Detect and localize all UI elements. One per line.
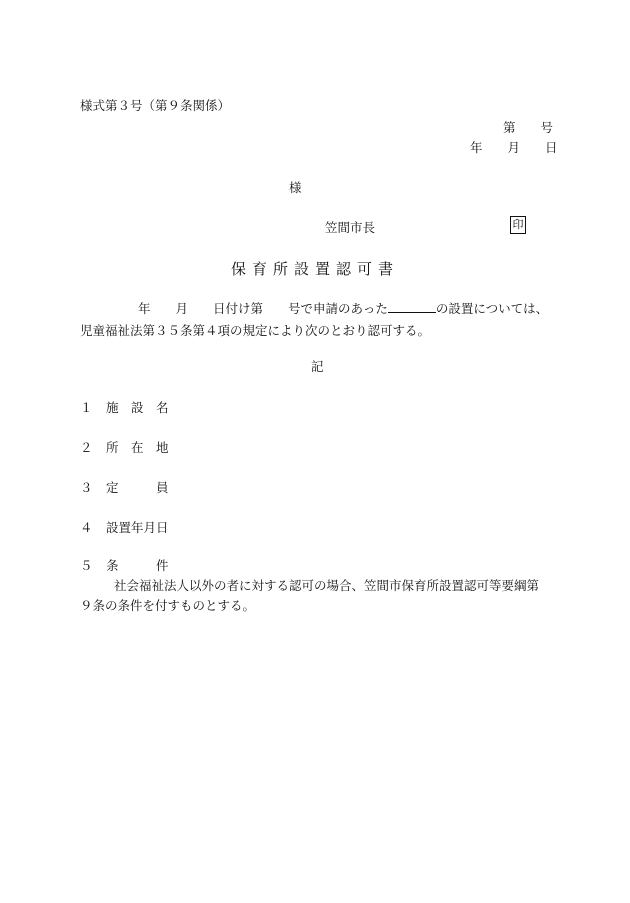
- seal-mark: 印: [510, 216, 526, 234]
- item-number: ４: [80, 520, 93, 535]
- item-label: 所 在 地: [105, 440, 169, 455]
- list-item: [80, 478, 169, 496]
- body-part-1: 年 月 日付け第 号で申請のあった: [138, 301, 388, 316]
- document-title: 保育所設置認可書: [230, 260, 399, 278]
- list-item: [80, 438, 169, 456]
- body-part-2: の設置については、児童福祉法第３５条第４項の規定により次のとおり認可する。: [80, 301, 549, 338]
- ki-heading: 記: [311, 359, 324, 374]
- item-label: 施 設 名: [105, 400, 169, 415]
- item-number: １: [80, 400, 93, 415]
- addressee: 様: [289, 180, 302, 195]
- item-label: 条 件: [105, 558, 169, 573]
- condition-text: 社会福祉法人以外の者に対する認可の場合、笠間市保育所設置認可等要綱第９条の条件を付すものとする。: [80, 578, 540, 613]
- item-number: ２: [80, 440, 93, 455]
- form-number: 様式第３号（第９条関係）: [80, 98, 231, 113]
- document-date: 年 月 日: [470, 140, 558, 155]
- body-paragraph: [80, 298, 550, 342]
- item-label: 定 員: [105, 480, 169, 495]
- list-item: [80, 398, 169, 416]
- item-number: ５: [80, 558, 93, 573]
- item-number: ３: [80, 480, 93, 495]
- blank-underline: [388, 302, 436, 313]
- issuer: 笠間市長: [325, 220, 376, 235]
- item-label: 設置年月日: [105, 520, 169, 535]
- list-item: [80, 518, 169, 536]
- document-number: 第 号: [503, 120, 554, 135]
- list-item: [80, 556, 169, 574]
